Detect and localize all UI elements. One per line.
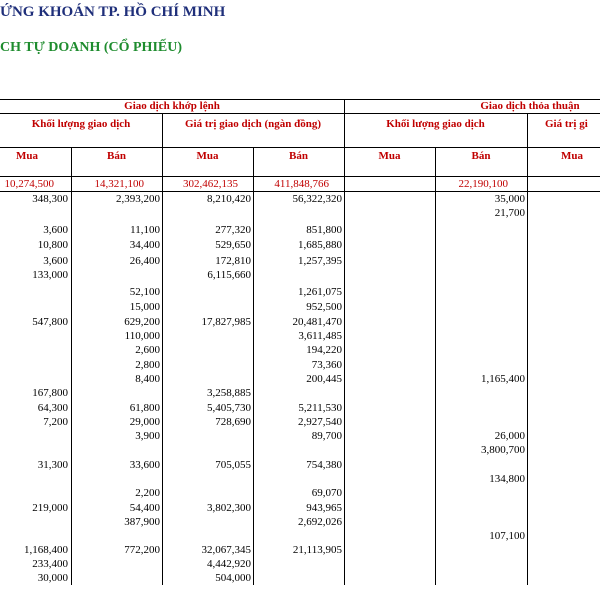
table-cell: 2,927,540	[298, 416, 342, 428]
table-cell: 547,800	[32, 316, 68, 328]
table-cell: 233,400	[32, 558, 68, 570]
table-cell: 34,400	[129, 239, 160, 251]
table-cell: 20,481,470	[292, 316, 342, 328]
table-cell: 11,100	[130, 224, 160, 236]
table-cell: 851,800	[306, 224, 342, 236]
total-cell: 302,462,135	[183, 178, 238, 190]
grid-line	[527, 113, 528, 585]
table-cell: 21,700	[494, 207, 525, 219]
table-cell: 3,258,885	[207, 387, 251, 399]
table-cell: 8,400	[135, 373, 160, 385]
table-cell: 348,300	[32, 193, 68, 205]
table-cell: 2,393,200	[116, 193, 160, 205]
table-cell: 2,692,026	[298, 516, 342, 528]
header-volume-matched: Khối lượng giao dịch	[31, 118, 131, 130]
table-cell: 26,400	[129, 255, 160, 267]
table-cell: 754,380	[306, 459, 342, 471]
table-cell: 21,113,905	[292, 544, 342, 556]
table-cell: 26,000	[494, 430, 525, 442]
table-cell: 15,000	[129, 301, 160, 313]
table-cell: 387,900	[124, 516, 160, 528]
table-cell: 277,320	[215, 224, 251, 236]
header-negotiated: Giao dịch thỏa thuận	[480, 100, 580, 112]
table-cell: 31,300	[37, 459, 68, 471]
grid-line	[0, 113, 600, 114]
header-buy: Mua	[378, 150, 401, 162]
page-title: ỨNG KHOÁN TP. HỒ CHÍ MINH	[0, 4, 226, 20]
table-cell: 35,000	[494, 193, 525, 205]
table-cell: 1,257,395	[298, 255, 342, 267]
header-value-negotiated: Giá trị gi	[545, 118, 588, 130]
table-cell: 1,165,400	[481, 373, 525, 385]
table-cell: 219,000	[32, 502, 68, 514]
table-cell: 3,800,700	[481, 444, 525, 456]
table-cell: 2,600	[135, 344, 160, 356]
table-cell: 705,055	[215, 459, 251, 471]
table-cell: 6,115,660	[207, 269, 251, 281]
table-cell: 200,445	[306, 373, 342, 385]
header-buy: Mua	[16, 150, 38, 162]
header-volume-negotiated: Khối lượng giao dịch	[386, 118, 485, 130]
table-cell: 2,800	[135, 359, 160, 371]
table-cell: 3,600	[43, 255, 68, 267]
table-cell: 194,220	[306, 344, 342, 356]
table-cell: 3,600	[43, 224, 68, 236]
table-cell: 30,000	[37, 572, 68, 584]
table-cell: 32,067,345	[201, 544, 251, 556]
header-value-matched: Giá trị giao dịch (ngàn đồng)	[185, 118, 321, 130]
table-cell: 134,800	[489, 473, 525, 485]
table-cell: 69,070	[311, 487, 342, 499]
table-cell: 8,210,420	[207, 193, 251, 205]
header-matched: Giao dịch khớp lệnh	[124, 100, 220, 112]
total-cell: 10,274,500	[4, 178, 54, 190]
table-cell: 107,100	[489, 530, 525, 542]
table-cell: 29,000	[129, 416, 160, 428]
table-cell: 3,611,485	[298, 330, 342, 342]
table-cell: 952,500	[306, 301, 342, 313]
table-cell: 504,000	[215, 572, 251, 584]
table-cell: 61,800	[129, 402, 160, 414]
total-cell: 14,321,100	[94, 178, 144, 190]
table-cell: 2,200	[135, 487, 160, 499]
table-cell: 5,405,730	[207, 402, 251, 414]
page-subtitle: CH TỰ DOANH (CỔ PHIẾU)	[0, 40, 182, 55]
table-cell: 89,700	[311, 430, 342, 442]
header-buy: Mua	[196, 150, 219, 162]
table-cell: 133,000	[32, 269, 68, 281]
table-cell: 4,442,920	[207, 558, 251, 570]
table-cell: 17,827,985	[201, 316, 251, 328]
table-cell: 1,261,075	[298, 286, 342, 298]
table-cell: 110,000	[124, 330, 160, 342]
table-cell: 7,200	[43, 416, 68, 428]
header-sell: Bán	[289, 150, 308, 162]
table-cell: 629,200	[124, 316, 160, 328]
table-cell: 3,900	[135, 430, 160, 442]
table-cell: 167,800	[32, 387, 68, 399]
table-cell: 52,100	[129, 286, 160, 298]
table-cell: 64,300	[37, 402, 68, 414]
table-cell: 10,800	[37, 239, 68, 251]
total-cell: 22,190,100	[458, 178, 508, 190]
table-cell: 73,360	[311, 359, 342, 371]
table-cell: 529,650	[215, 239, 251, 251]
table-cell: 943,965	[306, 502, 342, 514]
table-cell: 1,685,880	[298, 239, 342, 251]
table-cell: 54,400	[129, 502, 160, 514]
table-cell: 728,690	[215, 416, 251, 428]
header-sell: Bán	[107, 150, 126, 162]
table-cell: 5,211,530	[298, 402, 342, 414]
table-cell: 33,600	[129, 459, 160, 471]
header-sell: Bán	[471, 150, 491, 162]
grid-line	[0, 176, 600, 177]
table-cell: 3,802,300	[207, 502, 251, 514]
table-cell: 772,200	[124, 544, 160, 556]
header-buy: Mua	[561, 150, 583, 162]
grid-line	[0, 147, 600, 148]
table-cell: 1,168,400	[24, 544, 68, 556]
table-cell: 56,322,320	[292, 193, 342, 205]
total-cell: 411,848,766	[274, 178, 329, 190]
table-cell: 172,810	[215, 255, 251, 267]
grid-line	[344, 99, 345, 585]
